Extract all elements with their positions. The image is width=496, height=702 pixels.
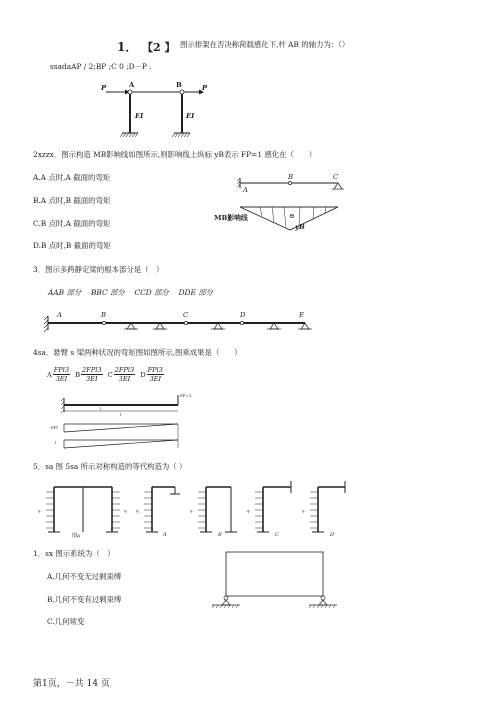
- q5-label-D: D: [330, 532, 335, 538]
- q4-option-d-fraction: $\frac{\text{FPl3}}{3EI}$: [147, 366, 163, 383]
- q4-option-b-fraction: $\frac{\text{2FPl3}}{3EI}$: [82, 366, 102, 383]
- q4-label-m1: FPl: [51, 425, 58, 430]
- question-6-option-b: B.几何不变有过剩束缚: [47, 595, 122, 604]
- question-1-number: 1．: [117, 40, 138, 54]
- q4-label-len1: l: [100, 406, 102, 411]
- question-6-text: 1．sx 图示系统为（ ）: [33, 549, 115, 558]
- question-5-text: 5．sa 图 5sa 所示对称构造的等代构造为（ ）: [33, 462, 187, 471]
- question-3-options: AAB 部分 BBC 部分 CCD 部分 DDE 部分: [48, 288, 213, 297]
- q1-label-P-left: P: [101, 84, 107, 92]
- q5-label-A: A: [163, 532, 167, 538]
- q2-yB-label: yB: [295, 223, 305, 231]
- q1-label-P-right: P: [202, 84, 208, 92]
- q4-option-d-letter: D: [140, 370, 146, 379]
- q5-q-label-a2: q: [124, 508, 127, 513]
- q5-q-label-B: q: [190, 508, 193, 513]
- q5-label-C: C: [275, 532, 279, 538]
- q5-label-B: B: [218, 532, 222, 538]
- q3-label-D: D: [240, 311, 246, 319]
- q5-q-label-a1: q: [38, 508, 41, 513]
- q5-q-label-C: q: [247, 508, 250, 513]
- question-1-options: ssadaAP / 2;BP ;C 0 ;D－P .: [50, 62, 152, 71]
- q2-label-B: B: [288, 173, 293, 181]
- q4-option-a-fraction: $\frac{\text{FPl3}}{3EI}$: [53, 366, 70, 383]
- q4-option-c-letter: C: [107, 370, 113, 379]
- q3-label-B: B: [101, 311, 106, 319]
- q2-label-A: A: [243, 186, 248, 194]
- q2-influence-line-label: MB影响线: [214, 214, 248, 222]
- q1-label-EI-left: EI: [135, 112, 144, 120]
- q3-label-A: A: [57, 311, 62, 319]
- page-footer: 第1页，－共 14 页: [33, 679, 110, 689]
- q5-q-label-D: q: [302, 508, 305, 513]
- question-4-text: 4sa．悬臂 s 梁两种状况的弯矩图如图所示,图乘成果是（ ）: [33, 348, 242, 357]
- question-6-option-a: A.几何不变无过剩束缚: [47, 572, 122, 581]
- q3-label-E: E: [299, 311, 304, 319]
- q3-label-C: C: [183, 311, 189, 319]
- q2-sign: ⊖: [289, 212, 295, 220]
- q1-label-EI-right: EI: [186, 112, 195, 120]
- q5-q-label-A: q: [136, 508, 139, 513]
- question-3-text: 3．图示多跨静定梁的根本部分是（ ）: [33, 265, 164, 274]
- q4-option-a-letter: A: [47, 370, 52, 379]
- q4-option-c-fraction: $\frac{\text{2FPl3}}{3EI}$: [114, 366, 135, 383]
- question-6-option-c: C.几何常变: [47, 617, 85, 626]
- question-2-option-d: D.B 点时,B 截面的弯矩: [33, 241, 111, 250]
- q4-label-fp: FP=1: [180, 393, 192, 398]
- q5-label-fig-a: 图a: [72, 533, 80, 539]
- question-2-option-a: A.A 点时,A 截面的弯矩: [33, 173, 111, 182]
- question-2-text: 2xzzx．图示构造 MB影响线如图所示,则影响线上纵标 yB表示 FP=1 感化在（ ）: [33, 150, 317, 159]
- question-1-tag: 【2 】: [142, 41, 176, 54]
- q4-label-m2: l: [55, 440, 57, 445]
- q1-label-A: A: [129, 81, 135, 89]
- q4-option-b-letter: B: [75, 370, 81, 379]
- question-2-option-c: C.B 点时,A 截面的弯矩: [33, 219, 111, 228]
- q4-label-len2: l: [120, 412, 122, 417]
- q1-label-B: B: [176, 81, 182, 89]
- question-1-text: 图示排架在否决称荷载感化下,杆 AB 的轴力为：（）: [180, 40, 350, 49]
- question-2-option-b: B.A 点时,B 截面的弯矩: [33, 196, 111, 205]
- q2-label-C: C: [333, 173, 339, 181]
